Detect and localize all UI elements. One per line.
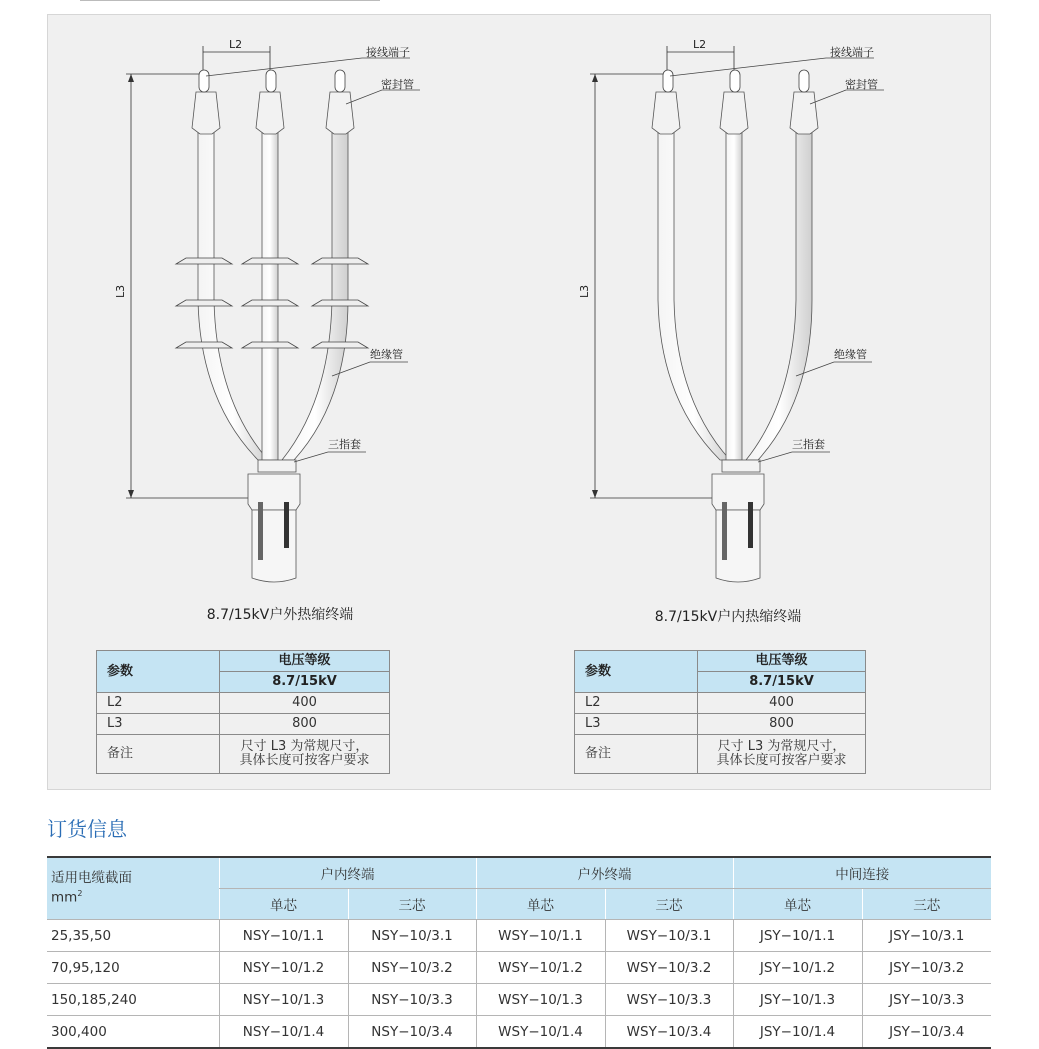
remark-line-2: 具体长度可按客户要求 (239, 753, 370, 768)
order-table (47, 856, 991, 1049)
spec-row-value: 800 (220, 714, 390, 735)
group-header-outdoor: 户外终端 (476, 857, 733, 889)
spec-row-value: 400 (220, 693, 390, 714)
remark-line-2: 具体长度可按客户要求 (716, 753, 847, 768)
model-cell: JSY−10/1.1 (733, 920, 862, 952)
model-cell: JSY−10/3.3 (862, 984, 991, 1016)
section-header-label: 适用电缆截面 (51, 870, 132, 887)
table-row (47, 952, 991, 984)
model-cell: NSY−10/3.1 (348, 920, 476, 952)
model-cell: NSY−10/3.2 (348, 952, 476, 984)
outdoor-insulation-tube-label: 绝缘管 (370, 348, 403, 361)
model-cell: WSY−10/1.4 (476, 1016, 605, 1049)
voltage-header: 电压等级 (698, 651, 866, 672)
model-cell: JSY−10/1.3 (733, 984, 862, 1016)
indoor-insulation-tube-label: 绝缘管 (834, 348, 867, 361)
table-row (47, 984, 991, 1016)
model-cell: JSY−10/3.1 (862, 920, 991, 952)
model-cell: NSY−10/3.3 (348, 984, 476, 1016)
voltage-header: 电压等级 (220, 651, 390, 672)
sub-header: 单芯 (219, 889, 348, 920)
sub-header: 三芯 (605, 889, 733, 920)
model-cell: NSY−10/3.4 (348, 1016, 476, 1049)
group-header-joint: 中间连接 (733, 857, 991, 889)
outdoor-spec-table (96, 650, 390, 774)
sub-header: 三芯 (862, 889, 991, 920)
table-row (47, 1016, 991, 1049)
outdoor-caption: 8.7/15kV户外热缩终端 (206, 607, 354, 623)
section-header-unit: mm (51, 889, 78, 906)
model-cell: NSY−10/1.3 (219, 984, 348, 1016)
model-cell: NSY−10/1.1 (219, 920, 348, 952)
sub-header: 单芯 (476, 889, 605, 920)
indoor-seal-tube-label: 密封管 (845, 78, 878, 91)
indoor-caption: 8.7/15kV户内热缩终端 (654, 609, 802, 625)
param-header: 参数 (97, 651, 220, 693)
table-row (47, 920, 991, 952)
model-cell: WSY−10/1.2 (476, 952, 605, 984)
section-header (47, 857, 219, 920)
model-cell: WSY−10/3.4 (605, 1016, 733, 1049)
spec-row-name: L2 (575, 693, 698, 714)
section-header-unit-line (51, 886, 218, 906)
section-cell: 25,35,50 (47, 920, 219, 952)
remark-line-1: 尺寸 L3 为常规尺寸， (240, 739, 369, 754)
spec-row-name: L3 (575, 714, 698, 735)
indoor-l3-label: L3 (578, 284, 591, 298)
section-cell: 300,400 (47, 1016, 219, 1049)
section-cell: 70,95,120 (47, 952, 219, 984)
spec-row-value: 800 (698, 714, 866, 735)
param-header: 参数 (575, 651, 698, 693)
remark-line-1: 尺寸 L3 为常规尺寸， (717, 739, 846, 754)
outdoor-figure (114, 38, 420, 582)
spec-row-name: L2 (97, 693, 220, 714)
indoor-terminal-label: 接线端子 (830, 46, 874, 59)
group-header-indoor: 户内终端 (219, 857, 476, 889)
model-cell: JSY−10/1.4 (733, 1016, 862, 1049)
voltage-value: 8.7/15kV (698, 672, 866, 693)
model-cell: JSY−10/1.2 (733, 952, 862, 984)
outdoor-seal-tube-label: 密封管 (381, 78, 414, 91)
model-cell: JSY−10/3.4 (862, 1016, 991, 1049)
indoor-spec-table (574, 650, 866, 774)
section-header-sup: 2 (77, 889, 83, 899)
model-cell: WSY−10/1.1 (476, 920, 605, 952)
spec-row-value: 400 (698, 693, 866, 714)
model-cell: WSY−10/3.1 (605, 920, 733, 952)
indoor-figure (578, 38, 884, 582)
model-cell: NSY−10/1.4 (219, 1016, 348, 1049)
model-cell: JSY−10/3.2 (862, 952, 991, 984)
model-cell: NSY−10/1.2 (219, 952, 348, 984)
model-cell: WSY−10/3.3 (605, 984, 733, 1016)
remark-label: 备注 (97, 735, 220, 774)
indoor-breakout-label: 三指套 (792, 438, 825, 451)
indoor-l2-label: L2 (693, 38, 707, 51)
remark-label: 备注 (575, 735, 698, 774)
remark-text (220, 735, 390, 774)
spec-row-name: L3 (97, 714, 220, 735)
order-info-title: 订货信息 (47, 817, 127, 841)
outdoor-terminal-label: 接线端子 (366, 46, 410, 59)
voltage-value: 8.7/15kV (220, 672, 390, 693)
model-cell: WSY−10/3.2 (605, 952, 733, 984)
model-cell: WSY−10/1.3 (476, 984, 605, 1016)
outdoor-l3-label: L3 (114, 284, 127, 298)
sub-header: 三芯 (348, 889, 476, 920)
section-cell: 150,185,240 (47, 984, 219, 1016)
outdoor-breakout-label: 三指套 (328, 438, 361, 451)
outdoor-l2-label: L2 (229, 38, 243, 51)
remark-text (698, 735, 866, 774)
sub-header: 单芯 (733, 889, 862, 920)
